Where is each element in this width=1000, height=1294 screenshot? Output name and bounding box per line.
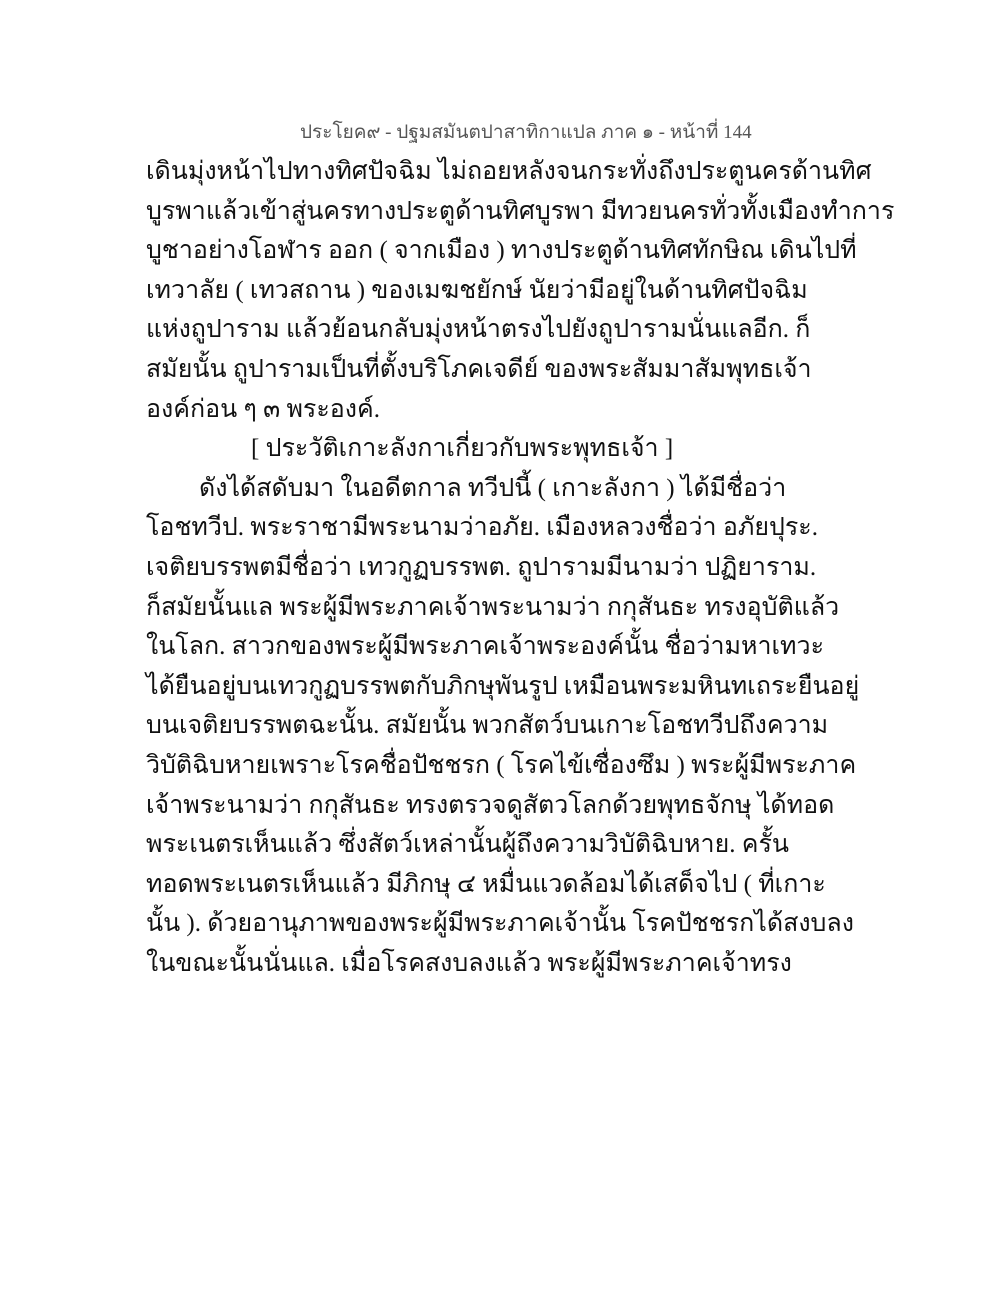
text-line: เดินมุ่งหน้าไปทางทิศปัจฉิม ไม่ถอยหลังจนกระทั่งถึงประตูนครด้านทิศ	[146, 158, 872, 185]
page-header: ประโยค๙ - ปฐมสมันตปาสาทิกาแปล ภาค ๑ - หน้าที่ 144	[300, 122, 752, 143]
text-line: ในขณะนั้นนั่นแล. เมื่อโรคสงบลงแล้ว พระผู้มีพระภาคเจ้าทรง	[146, 949, 792, 977]
section-heading: [ ประวัติเกาะลังกาเกี่ยวกับพระพุทธเจ้า ]	[251, 435, 674, 463]
text-line: พระเนตรเห็นแล้ว ซึ่งสัตว์เหล่านั้นผู้ถึงความวิบัติฉิบหาย. ครั้น	[146, 831, 789, 859]
text-line: ดังได้สดับมา ในอดีตกาล ทวีปนี้ ( เกาะลังกา ) ได้มีชื่อว่า	[199, 474, 787, 502]
body-text	[146, 152, 895, 983]
text-line: บูรพาแล้วเข้าสู่นครทางประตูด้านทิศบูรพา มีทวยนครทั่วทั้งเมืองทำการ	[146, 197, 895, 225]
text-line: ได้ยืนอยู่บนเทวกูฏบรรพตกับภิกษุพันรูป เหมือนพระมหินทเถระยืนอยู่	[146, 672, 860, 700]
text-line: ในโลก. สาวกของพระผู้มีพระภาคเจ้าพระองค์นั้น ชื่อว่ามหาเทวะ	[146, 633, 824, 661]
text-line: วิบัติฉิบหายเพราะโรคชื่อปัชชรก ( โรคไข้เซื่องซึม ) พระผู้มีพระภาค	[146, 751, 857, 779]
text-line: โอชทวีป. พระราชามีพระนามว่าอภัย. เมืองหลวงชื่อว่า อภัยปุระ.	[146, 514, 818, 542]
text-line: เทวาลัย ( เทวสถาน ) ของเมฆชยักษ์ นัยว่ามีอยู่ในด้านทิศปัจฉิม	[146, 276, 808, 304]
text-line: องค์ก่อน ๆ ๓ พระองค์.	[146, 395, 380, 423]
text-line: นั้น ). ด้วยอานุภาพของพระผู้มีพระภาคเจ้านั้น โรคปัชชรกได้สงบลง	[146, 910, 854, 938]
text-line: เจ้าพระนามว่า กกุสันธะ ทรงตรวจดูสัตวโลกด้วยพุทธจักษุ ได้ทอด	[146, 791, 835, 819]
text-line: ก็สมัยนั้นแล พระผู้มีพระภาคเจ้าพระนามว่า กกุสันธะ ทรงอุบัติแล้ว	[146, 593, 840, 621]
text-line: เจติยบรรพตมีชื่อว่า เทวกูฏบรรพต. ถูปารามมีนามว่า ปฏิยาราม.	[146, 553, 817, 581]
text-line: แห่งถูปาราม แล้วย้อนกลับมุ่งหน้าตรงไปยังถูปารามนั่นแลอีก. ก็	[146, 316, 811, 344]
text-line: บูชาอย่างโอฬาร ออก ( จากเมือง ) ทางประตูด้านทิศทักษิณ เดินไปที่	[146, 237, 857, 265]
text-line: ทอดพระเนตรเห็นแล้ว มีภิกษุ ๔ หมื่นแวดล้อมได้เสด็จไป ( ที่เกาะ	[146, 870, 826, 898]
text-line: บนเจติยบรรพตฉะนั้น. สมัยนั้น พวกสัตว์บนเกาะโอชทวีปถึงความ	[146, 712, 829, 740]
text-line: สมัยนั้น ถูปารามเป็นที่ตั้งบริโภคเจดีย์ ของพระสัมมาสัมพุทธเจ้า	[146, 355, 812, 383]
